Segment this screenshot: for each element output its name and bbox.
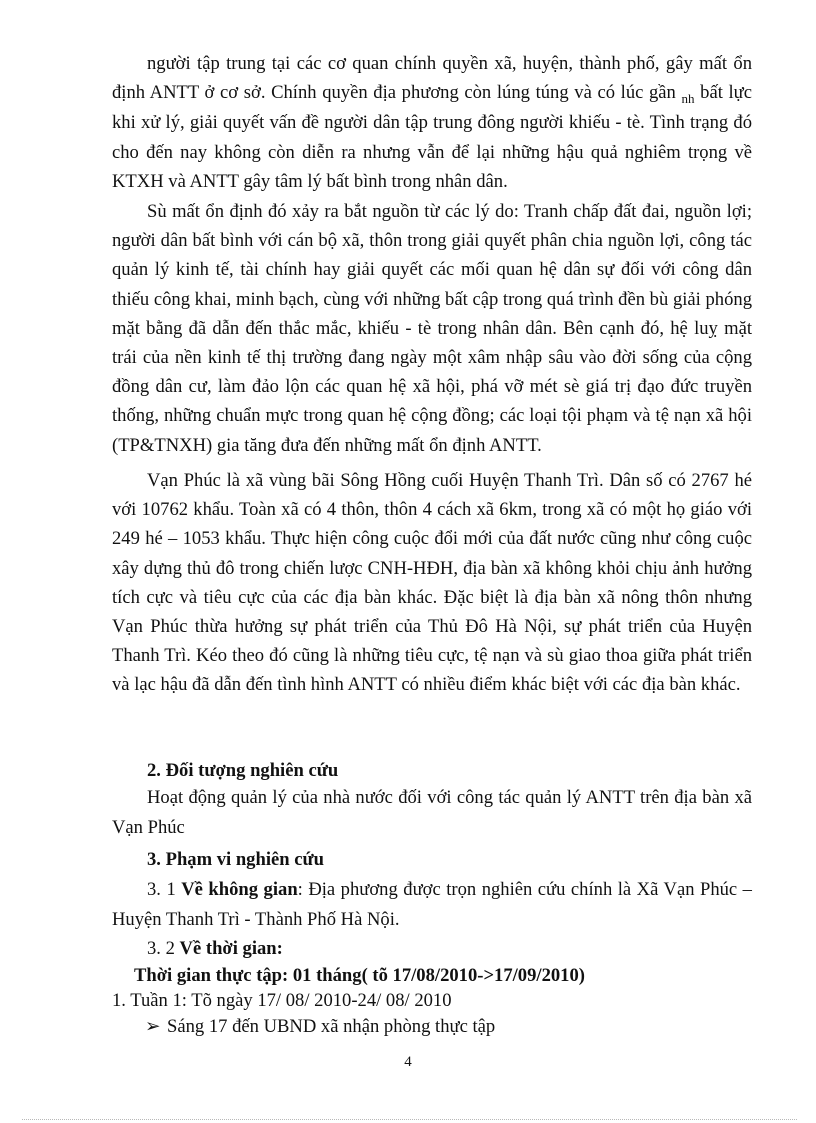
arrow-bullet-icon: ➢ xyxy=(145,1016,161,1037)
page-number: 4 xyxy=(404,1054,412,1070)
section-3-heading: 3. Phạm vi nghiên cứu xyxy=(147,849,324,870)
section-3-2-label: Về thời gian: xyxy=(179,938,283,959)
section-3-2 xyxy=(147,937,283,961)
paragraph-1-text-a: người tập trung tại các cơ quan chính quyền xã, huyện, thành phố, gây mất ổn định ANTT ở cơ sở. Chính quyền địa phương còn lúng túng và có lúc gần xyxy=(112,53,752,104)
internship-time: Thời gian thực tập: 01 tháng( tõ 17/08/2010->17/09/2010) xyxy=(134,965,585,986)
paragraph-1 xyxy=(112,49,752,196)
paragraph-3: Vạn Phúc là xã vùng bãi Sông Hồng cuối Huyện Thanh Trì. Dân số có 2767 hé với 10762 khẩu. Toàn xã có 4 thôn, thôn 4 cách xã 6km, trong xã có một họ giáo với 249 hé – 1053 khẩu. Thực hiện công cuộc đổi mới của đất nước cũng như công cuộc xây dựng thủ đô trong chiến lược CNH-HĐH, địa bàn xã không khỏi chịu ảnh hưởng tích cực và tiêu cực của các địa bàn khác. Đặc biệt là địa bàn xã nông thôn nhưng Vạn Phúc thừa hưởng sự phát triển của Thủ Đô Hà Nội, sự phát triển của Huyện Thanh Trì. Kéo theo đó cũng là những tiêu cực, tệ nạn và sù giao thoa giữa phát triển và lạc hậu đã dẫn đến tình hình ANTT có nhiều điểm khác biệt với các địa bàn khác. xyxy=(112,470,752,696)
section-2-body: Hoạt động quản lý của nhà nước đối với công tác quản lý ANTT trên địa bàn xã Vạn Phúc xyxy=(112,787,752,838)
week-1-line: 1. Tuần 1: Tõ ngày 17/ 08/ 2010-24/ 08/ 2010 xyxy=(112,990,452,1011)
bullet-item xyxy=(145,1015,495,1039)
section-3-1-number: 3. 1 xyxy=(147,879,182,900)
section-2-heading: 2. Đối tượng nghiên cứu xyxy=(147,760,339,781)
bullet-item-text: Sáng 17 đến UBND xã nhận phòng thực tập xyxy=(167,1016,496,1037)
section-3-1-text: : Địa phương được trọn nghiên cứu chính là Xã Vạn Phúc – Huyện Thanh Trì - Thành Phố Hà Nội. xyxy=(112,879,752,930)
paragraph-1-subscript: nh xyxy=(681,91,695,107)
section-3-2-number: 3. 2 xyxy=(147,938,180,959)
paragraph-1-text-b: bất lực khi xử lý, giải quyết vấn đề người dân tập trung đông người khiếu - tè. Tình trạng đó cho đến nay không còn diễn ra nhưng vẫn để lại những hậu quả nghiêm trọng về KTXH và ANTT gây tâm lý bất bình trong nhân dân. xyxy=(112,82,752,192)
section-3-1-label: Về không gian xyxy=(181,879,298,900)
bottom-divider xyxy=(22,1119,797,1120)
paragraph-2: Sù mất ổn định đó xảy ra bắt nguồn từ các lý do: Tranh chấp đất đai, nguồn lợi; người dân bất bình với cán bộ xã, thôn trong giải quyết phân chia nguồn lợi, công tác quản lý kinh tế, tài chính hay giải quyết các mối quan hệ dân sự đối với công dân thiếu công khai, minh bạch, cùng với những bất cập trong quá trình đền bù giải phóng mặt bằng đã dẫn đến thắc mắc, khiếu - tè trong nhân dân. Bên cạnh đó, hệ luỵ mặt trái của nền kinh tế thị trường đang ngày một xâm nhập sâu vào đời sống của cộng đồng dân cư, làm đảo lộn các quan hệ xã hội, phá vỡ mét sè giá trị đạo đức truyền thống, những chuẩn mực trong quan hệ cộng đồng; các loại tội phạm và tệ nạn xã hội (TP&TNXH) gia tăng đưa đến những mất ổn định ANTT. xyxy=(112,201,752,456)
section-3-1 xyxy=(112,875,752,935)
